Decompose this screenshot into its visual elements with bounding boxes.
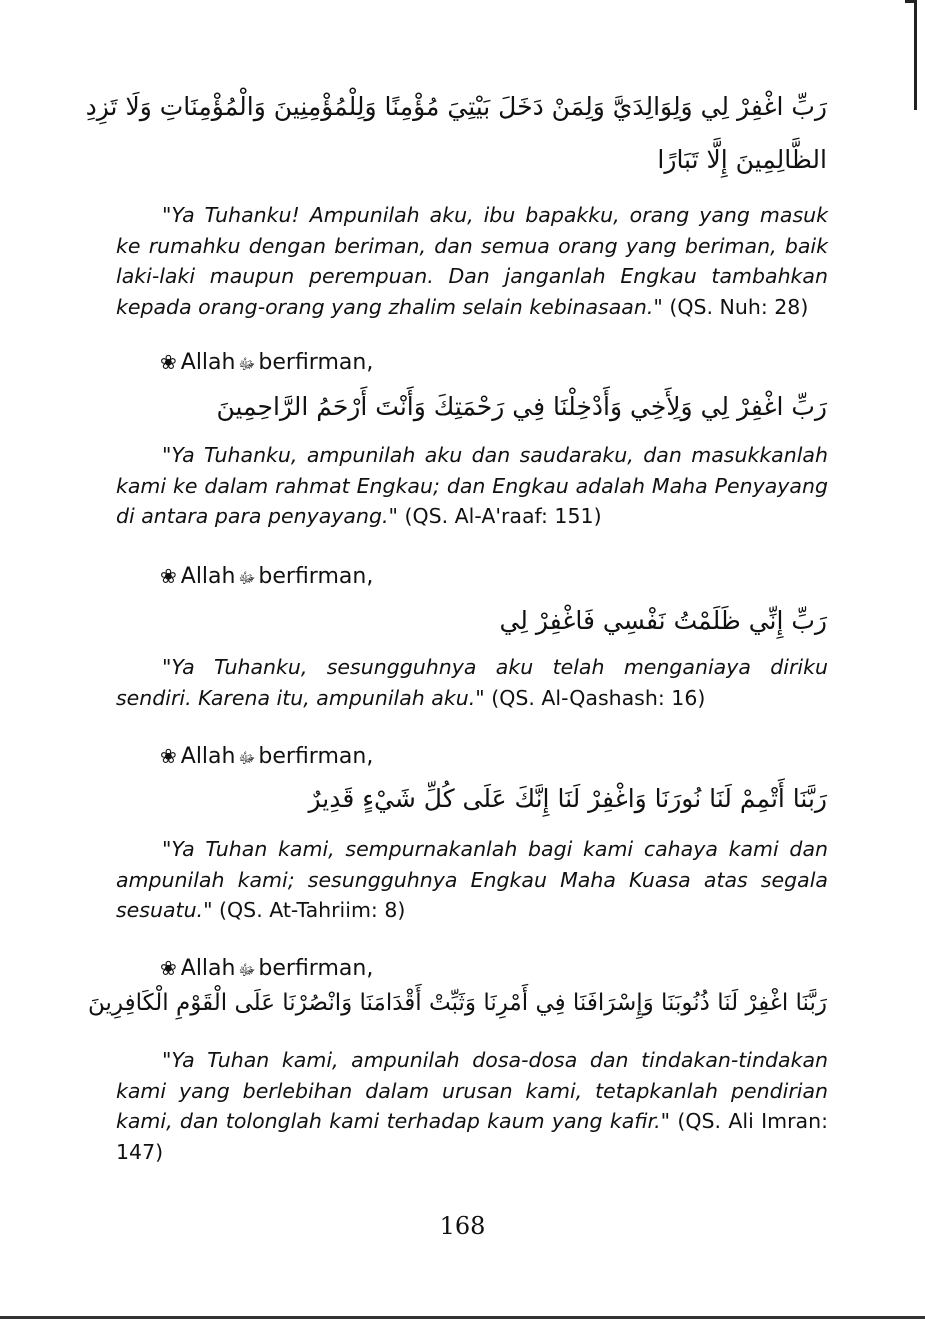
swt-glyph-icon: ﷻ: [238, 355, 256, 373]
translation-text: "Ya Tuhanku, ampunilah aku dan saudaraku, dan masukkanlah kami ke dalam rahmat Engkau; dan Engkau adalah Maha Penyayang di antara para penyayang.": [116, 443, 828, 528]
arabic-verse-line: رَبِّ اغْفِرْ لِي وَلِأَخِي وَأَدْخِلْنَا فِي رَحْمَتِكَ وَأَنْتَ أَرْحَمُ الرَّاحِمِينَ: [216, 392, 827, 421]
flower-ornament-icon: ❀: [160, 744, 177, 768]
translation-paragraph: [116, 652, 828, 713]
page-edge-mark: [914, 0, 917, 110]
translation-text: "Ya Tuhanku, sesungguhnya aku telah menganiaya diriku sendiri. Karena itu, ampunilah aku.": [116, 655, 828, 710]
flower-ornament-icon: ❀: [160, 956, 177, 980]
arabic-verse-line: رَبِّ اغْفِرْ لِي وَلِوَالِدَيَّ وَلِمَنْ دَخَلَ بَيْتِيَ مُؤْمِنًا وَلِلْمُؤْمِنِينَ وَالْمُؤْمِنَاتِ وَلَا تَزِدِ: [85, 92, 827, 121]
verse-reference: (QS. Al-A'raaf: 151): [404, 504, 602, 528]
translation-text: "Ya Tuhan kami, sempurnakanlah bagi kami cahaya kami dan ampunilah kami; sesungguhnya Engkau Maha Kuasa atas segala sesuatu.": [116, 837, 828, 922]
translation-text: "Ya Tuhan kami, ampunilah dosa-dosa dan tindakan-tindakan kami yang berlebihan dalam urusan kami, tetapkanlah pendirian kami, dan tolonglah kami terhadap kaum yang kafir.": [116, 1048, 828, 1133]
translation-paragraph: [116, 440, 828, 532]
swt-glyph-icon: ﷻ: [238, 569, 256, 587]
flower-ornament-icon: ❀: [160, 350, 177, 374]
arabic-verse-line: رَبَّنَا أَتْمِمْ لَنَا نُورَنَا وَاغْفِرْ لَنَا إِنَّكَ عَلَى كُلِّ شَيْءٍ قَدِيرٌ: [308, 784, 827, 813]
arabic-verse-line: الظَّالِمِينَ إِلَّا تَبَارًا: [657, 145, 827, 174]
section-heading: ❀ Allah ﷻ berfirman,: [160, 350, 374, 375]
translation-paragraph: [116, 834, 828, 926]
swt-glyph-icon: ﷻ: [238, 749, 256, 767]
arabic-verse-line: رَبِّ إِنِّي ظَلَمْتُ نَفْسِي فَاغْفِرْ لِي: [499, 606, 827, 635]
verse-reference: (QS. Al-Qashash: 16): [491, 685, 706, 710]
translation-paragraph: [116, 200, 828, 322]
translation-text: "Ya Tuhanku! Ampunilah aku, ibu bapakku, orang yang masuk ke rumahku dengan beriman, dan semua orang yang beriman, baik laki-laki maupun perempuan. Dan janganlah Engkau tambahkan kepada orang-orang yang zhalim selain kebinasaan.": [116, 203, 828, 319]
flower-ornament-icon: ❀: [160, 564, 177, 588]
page-bottom-edge: [0, 1316, 925, 1319]
verse-reference: (QS. Nuh: 28): [669, 294, 809, 319]
verse-reference: (QS. Ali Imran: 147): [116, 1109, 828, 1164]
page-number: 168: [439, 1212, 486, 1240]
translation-paragraph: [116, 1045, 828, 1167]
section-heading: ❀ Allah ﷻ berfirman,: [160, 564, 374, 589]
section-heading: ❀ Allah ﷻ berfirman,: [160, 744, 374, 769]
verse-reference: (QS. At-Tahriim: 8): [219, 898, 406, 922]
swt-glyph-icon: ﷻ: [238, 961, 256, 979]
arabic-verse-line: رَبَّنَا اغْفِرْ لَنَا ذُنُوبَنَا وَإِسْرَافَنَا فِي أَمْرِنَا وَثَبِّتْ أَقْدَامَنَا وَانْصُرْنَا عَلَى الْقَوْمِ الْكَافِرِينَ: [88, 990, 827, 1016]
section-heading: ❀ Allah ﷻ berfirman,: [160, 956, 374, 981]
